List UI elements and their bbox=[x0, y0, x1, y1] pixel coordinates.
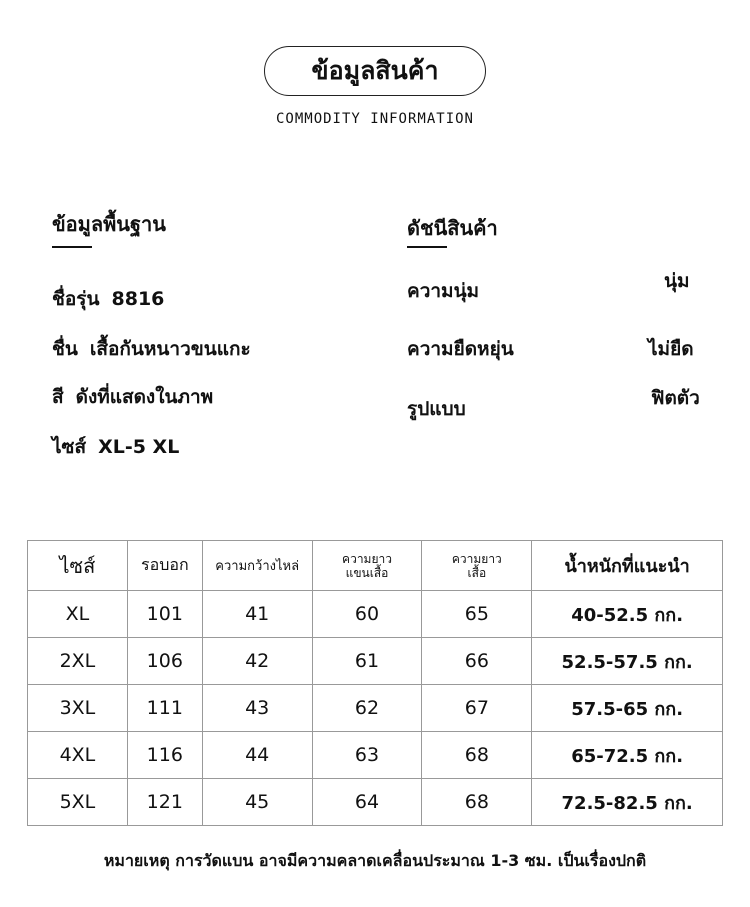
header-sleeve-line2: แขนเสื้อ bbox=[345, 565, 389, 580]
cell-chest: 121 bbox=[127, 779, 202, 826]
title-pill bbox=[264, 46, 486, 96]
cell-weight: 65-72.5 กก. bbox=[532, 732, 723, 779]
name-label: ชื่น bbox=[52, 338, 78, 360]
header-length-line2: เสื้อ bbox=[467, 565, 487, 580]
measurement-note: หมายเหตุ การวัดแบน อาจมีความคลาดเคลื่อนประมาณ 1-3 ซม. เป็นเรื่องปกติ bbox=[103, 851, 647, 870]
header-length-line1: ความยาว bbox=[451, 551, 502, 566]
cell-weight: 52.5-57.5 กก. bbox=[532, 638, 723, 685]
page-subtitle: COMMODITY INFORMATION bbox=[275, 111, 474, 127]
cell-shoulder: 42 bbox=[202, 638, 312, 685]
cell-weight: 72.5-82.5 กก. bbox=[532, 779, 723, 826]
cell-weight: 57.5-65 กก. bbox=[532, 685, 723, 732]
cell-sleeve: 61 bbox=[312, 638, 422, 685]
header-chest: รอบอก bbox=[127, 541, 202, 591]
header-sleeve bbox=[312, 541, 422, 591]
cell-length: 68 bbox=[422, 732, 532, 779]
cell-size: 3XL bbox=[28, 685, 128, 732]
cell-shoulder: 45 bbox=[202, 779, 312, 826]
cell-sleeve: 64 bbox=[312, 779, 422, 826]
cell-length: 68 bbox=[422, 779, 532, 826]
cell-size: 4XL bbox=[28, 732, 128, 779]
cell-shoulder: 43 bbox=[202, 685, 312, 732]
header-length bbox=[422, 541, 532, 591]
header-weight: น้ำหนักที่แนะนำ bbox=[532, 541, 723, 591]
cell-size: XL bbox=[28, 591, 128, 638]
size-label: ไซส์ bbox=[52, 436, 87, 458]
cell-length: 66 bbox=[422, 638, 532, 685]
fit-label: รูปแบบ bbox=[407, 398, 466, 420]
cell-shoulder: 44 bbox=[202, 732, 312, 779]
cell-length: 67 bbox=[422, 685, 532, 732]
size-value: XL-5 XL bbox=[98, 436, 180, 458]
size-table bbox=[27, 540, 723, 826]
cell-chest: 101 bbox=[127, 591, 202, 638]
model-label: ชื่อรุ่น bbox=[52, 288, 100, 310]
table-row bbox=[28, 732, 723, 779]
table-row bbox=[28, 638, 723, 685]
cell-size: 5XL bbox=[28, 779, 128, 826]
cell-chest: 116 bbox=[127, 732, 202, 779]
stretch-label: ความยืดหยุ่น bbox=[407, 338, 514, 360]
size-row bbox=[52, 432, 179, 462]
header-shoulder: ความกว้างไหล่ bbox=[202, 541, 312, 591]
cell-sleeve: 63 bbox=[312, 732, 422, 779]
cell-sleeve: 62 bbox=[312, 685, 422, 732]
model-row bbox=[52, 284, 164, 314]
basic-info-divider bbox=[52, 246, 92, 248]
cell-chest: 106 bbox=[127, 638, 202, 685]
cell-shoulder: 41 bbox=[202, 591, 312, 638]
product-index-heading: ดัชนีสินค้า bbox=[407, 216, 498, 240]
product-index-divider bbox=[407, 246, 447, 248]
model-value: 8816 bbox=[111, 288, 165, 310]
cell-length: 65 bbox=[422, 591, 532, 638]
color-row bbox=[52, 382, 213, 412]
softness-label: ความนุ่ม bbox=[407, 280, 480, 302]
header-sleeve-line1: ความยาว bbox=[342, 551, 392, 566]
fit-value: ฟิตตัว bbox=[651, 387, 700, 409]
stretch-value: ไม่ยืด bbox=[648, 338, 694, 360]
name-row bbox=[52, 334, 251, 364]
cell-weight: 40-52.5 กก. bbox=[532, 591, 723, 638]
color-value: ดังที่แสดงในภาพ bbox=[75, 386, 214, 408]
name-value: เสื้อกันหนาวขนแกะ bbox=[89, 338, 251, 360]
basic-info-heading: ข้อมูลพื้นฐาน bbox=[52, 212, 166, 236]
page-title: ข้อมูลสินค้า bbox=[311, 56, 439, 85]
cell-size: 2XL bbox=[28, 638, 128, 685]
table-row bbox=[28, 685, 723, 732]
cell-chest: 111 bbox=[127, 685, 202, 732]
table-row bbox=[28, 591, 723, 638]
cell-sleeve: 60 bbox=[312, 591, 422, 638]
size-table-header-row bbox=[28, 541, 723, 591]
color-label: สี bbox=[52, 386, 64, 408]
softness-value: นุ่ม bbox=[664, 270, 690, 292]
table-row bbox=[28, 779, 723, 826]
header-size: ไซส์ bbox=[28, 541, 128, 591]
